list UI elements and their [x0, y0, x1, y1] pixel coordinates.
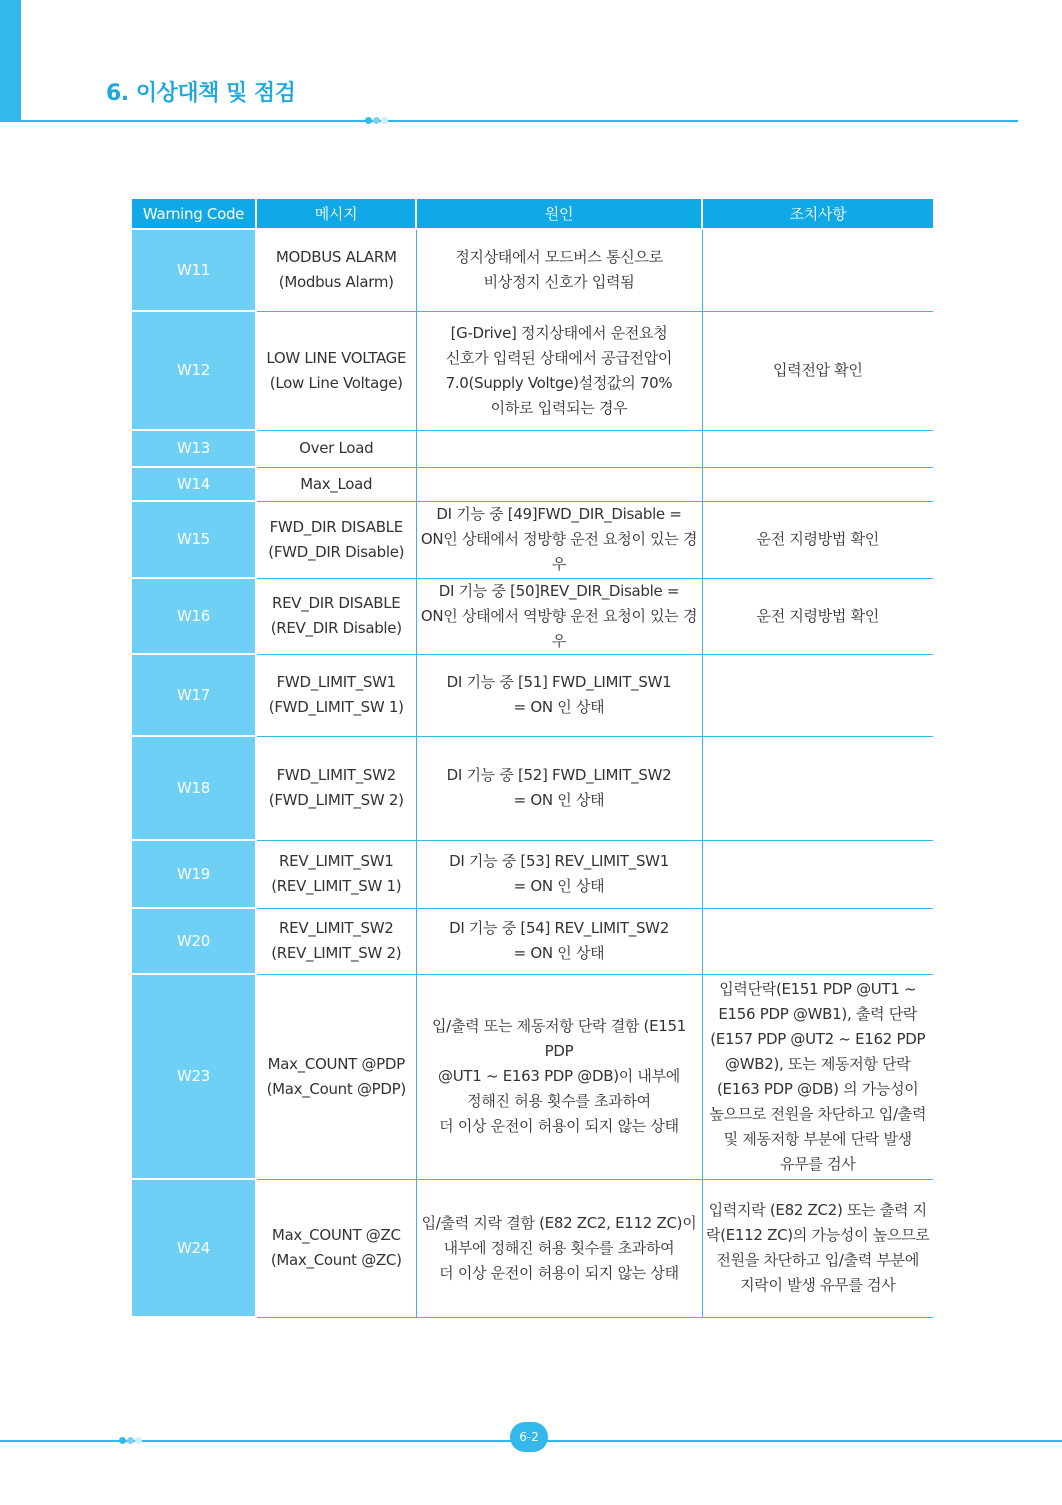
table-row: [132, 467, 933, 501]
cause-cell: DI 기능 중 [51] FWD_LIMIT_SW1 = ON 인 상태: [416, 654, 702, 736]
header-divider: [21, 120, 1018, 122]
action-cell: [702, 229, 933, 311]
table-row: [132, 430, 933, 467]
message-cell: Over Load: [256, 430, 416, 467]
message-cell: REV_LIMIT_SW2 (REV_LIMIT_SW 2): [256, 908, 416, 974]
page-title: 6. 이상대책 및 점검: [106, 81, 296, 106]
cause-cell: DI 기능 중 [54] REV_LIMIT_SW2 = ON 인 상태: [416, 908, 702, 974]
message-cell: FWD_DIR DISABLE (FWD_DIR Disable): [256, 501, 416, 578]
cause-cell: DI 기능 중 [52] FWD_LIMIT_SW2 = ON 인 상태: [416, 736, 702, 840]
warning-code-cell: W23: [132, 974, 256, 1179]
message-cell: REV_LIMIT_SW1 (REV_LIMIT_SW 1): [256, 840, 416, 908]
warning-code-cell: W20: [132, 908, 256, 974]
action-cell: 운전 지령방법 확인: [702, 578, 933, 654]
column-header-cause: 원인: [416, 199, 702, 229]
cause-cell: DI 기능 중 [53] REV_LIMIT_SW1 = ON 인 상태: [416, 840, 702, 908]
action-cell: [702, 736, 933, 840]
cause-cell: [416, 467, 702, 501]
warning-code-cell: W14: [132, 467, 256, 501]
cause-cell: [G-Drive] 정지상태에서 운전요청 신호가 입력된 상태에서 공급전압이 7.0(Supply Voltge)설정값의 70% 이하로 입력되는 경우: [416, 311, 702, 430]
action-cell: [702, 430, 933, 467]
table-row: [132, 654, 933, 736]
message-cell: MODBUS ALARM (Modbus Alarm): [256, 229, 416, 311]
action-cell: [702, 908, 933, 974]
warning-code-cell: W16: [132, 578, 256, 654]
message-cell: LOW LINE VOLTAGE (Low Line Voltage): [256, 311, 416, 430]
action-cell: 운전 지령방법 확인: [702, 501, 933, 578]
message-cell: REV_DIR DISABLE (REV_DIR Disable): [256, 578, 416, 654]
column-header-action: 조치사항: [702, 199, 933, 229]
column-header-message: 메시지: [256, 199, 416, 229]
warning-code-cell: W17: [132, 654, 256, 736]
warning-code-cell: W13: [132, 430, 256, 467]
action-cell: [702, 467, 933, 501]
warning-code-cell: W19: [132, 840, 256, 908]
message-cell: FWD_LIMIT_SW1 (FWD_LIMIT_SW 1): [256, 654, 416, 736]
column-header-warning-code: Warning Code: [132, 199, 256, 229]
warning-code-table: [132, 199, 933, 1318]
cause-cell: 입/출력 지락 결함 (E82 ZC2, E112 ZC)이 내부에 정해진 허용 횟수를 초과하여 더 이상 운전이 허용이 되지 않는 상태: [416, 1179, 702, 1317]
action-cell: [702, 654, 933, 736]
cause-cell: [416, 430, 702, 467]
action-cell: 입력단락(E151 PDP @UT1 ~ E156 PDP @WB1), 출력 단락 (E157 PDP @UT2 ~ E162 PDP @WB2), 또는 제동저항 단락 (E163 PDP @DB) 의 가능성이 높으므로 전원을 차단하고 입/출력 및 제동저항 부분에 단락 발생 유무를 검사: [702, 974, 933, 1179]
warning-code-cell: W15: [132, 501, 256, 578]
table-row: [132, 1179, 933, 1317]
action-cell: [702, 840, 933, 908]
table-row: [132, 908, 933, 974]
page-number-badge: 6-2: [510, 1422, 548, 1452]
action-cell: 입력전압 확인: [702, 311, 933, 430]
table-row: [132, 578, 933, 654]
table-row: [132, 311, 933, 430]
action-cell: 입력지락 (E82 ZC2) 또는 출력 지 락(E112 ZC)의 가능성이 높으므로 전원을 차단하고 입/출력 부분에 지락이 발생 유무를 검사: [702, 1179, 933, 1317]
warning-code-cell: W24: [132, 1179, 256, 1317]
left-accent-bar: [0, 0, 21, 122]
table-row: [132, 736, 933, 840]
message-cell: Max_COUNT @PDP (Max_Count @PDP): [256, 974, 416, 1179]
table-header-row: [132, 199, 933, 229]
table-row: [132, 229, 933, 311]
message-cell: Max_COUNT @ZC (Max_Count @ZC): [256, 1179, 416, 1317]
cause-cell: 정지상태에서 모드버스 통신으로 비상정지 신호가 입력됨: [416, 229, 702, 311]
message-cell: Max_Load: [256, 467, 416, 501]
message-cell: FWD_LIMIT_SW2 (FWD_LIMIT_SW 2): [256, 736, 416, 840]
table-row: [132, 974, 933, 1179]
cause-cell: 입/출력 또는 제동저항 단락 결함 (E151 PDP @UT1 ~ E163 PDP @DB)이 내부에 정해진 허용 횟수를 초과하여 더 이상 운전이 허용이 되지 않는 상태: [416, 974, 702, 1179]
warning-code-cell: W18: [132, 736, 256, 840]
table-row: [132, 501, 933, 578]
table-row: [132, 840, 933, 908]
warning-code-cell: W11: [132, 229, 256, 311]
cause-cell: DI 기능 중 [49]FWD_DIR_Disable = ON인 상태에서 정방향 운전 요청이 있는 경우: [416, 501, 702, 578]
warning-code-cell: W12: [132, 311, 256, 430]
cause-cell: DI 기능 중 [50]REV_DIR_Disable = ON인 상태에서 역방향 운전 요청이 있는 경우: [416, 578, 702, 654]
